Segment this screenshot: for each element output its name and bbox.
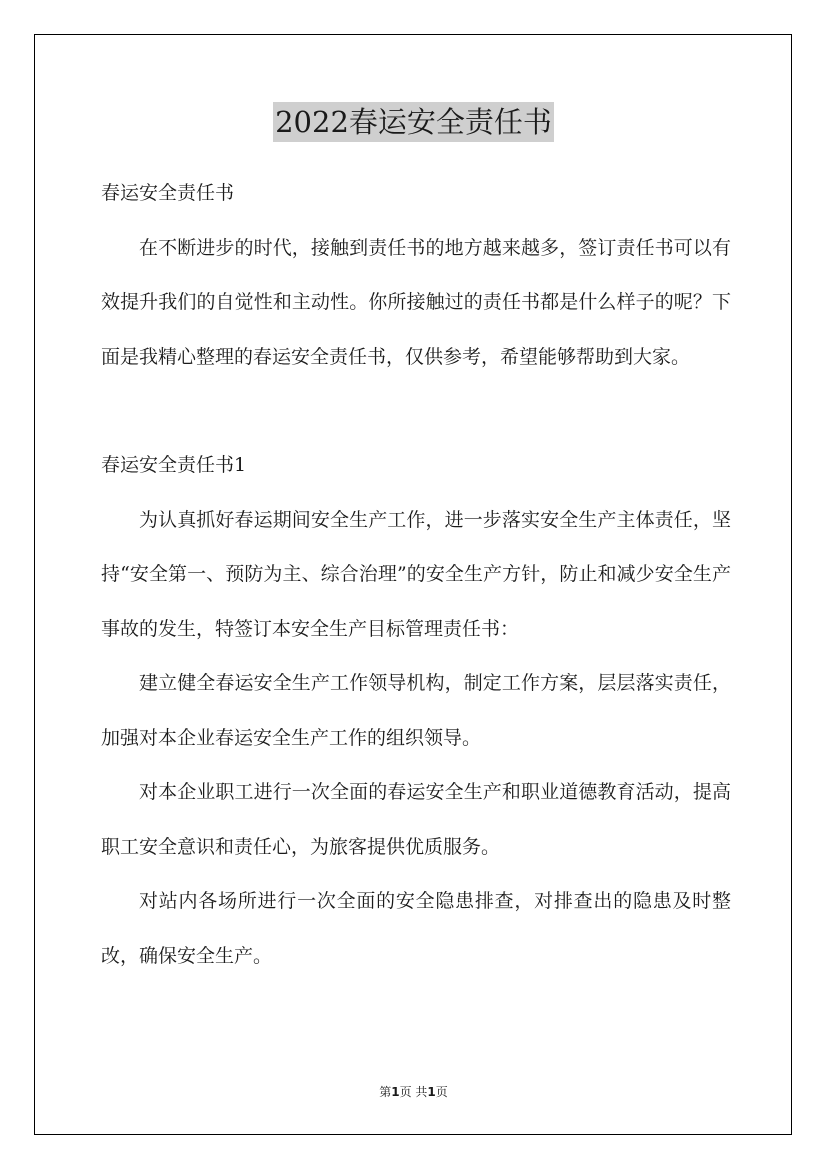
section-spacer <box>101 384 731 438</box>
page-mid: 页 共 <box>399 1085 428 1099</box>
intro-paragraph: 在不断进步的时代，接触到责任书的地方越来越多，签订责任书可以有效提升我们的自觉性和主动性。你所接触过的责任书都是什么样子的呢？下面是我精心整理的春运安全责任书，仅供参考，希望能够帮助到大家。 <box>101 236 731 368</box>
title-container <box>0 102 827 142</box>
section1-paragraph-3: 对本企业职工进行一次全面的春运安全生产和职业道德教育活动，提高职工安全意识和责任心，为旅客提供优质服务。 <box>101 781 731 858</box>
document-subtitle: 春运安全责任书 <box>101 182 235 204</box>
section1-paragraph-2: 建立健全春运安全生产工作领导机构，制定工作方案，层层落实责任，加强对本企业春运安全生产工作的组织领导。 <box>101 672 731 749</box>
section1-paragraph-4: 对站内各场所进行一次全面的安全隐患排查，对排查出的隐患及时整改，确保安全生产。 <box>101 890 731 967</box>
page-total: 1 <box>427 1085 436 1099</box>
page-prefix: 第 <box>379 1085 392 1099</box>
page-footer <box>0 1082 827 1102</box>
document-title: 2022春运安全责任书 <box>273 102 554 142</box>
page-current: 1 <box>391 1085 400 1099</box>
section1-paragraph-1: 为认真抓好春运期间安全生产工作，进一步落实安全生产主体责任，坚持“安全第一、预防为主、综合治理”的安全生产方针，防止和减少安全生产事故的发生，特签订本安全生产目标管理责任书： <box>101 508 731 640</box>
section1-heading: 春运安全责任书1 <box>101 454 247 476</box>
document-body <box>101 166 731 983</box>
page-suffix: 页 <box>435 1085 448 1099</box>
